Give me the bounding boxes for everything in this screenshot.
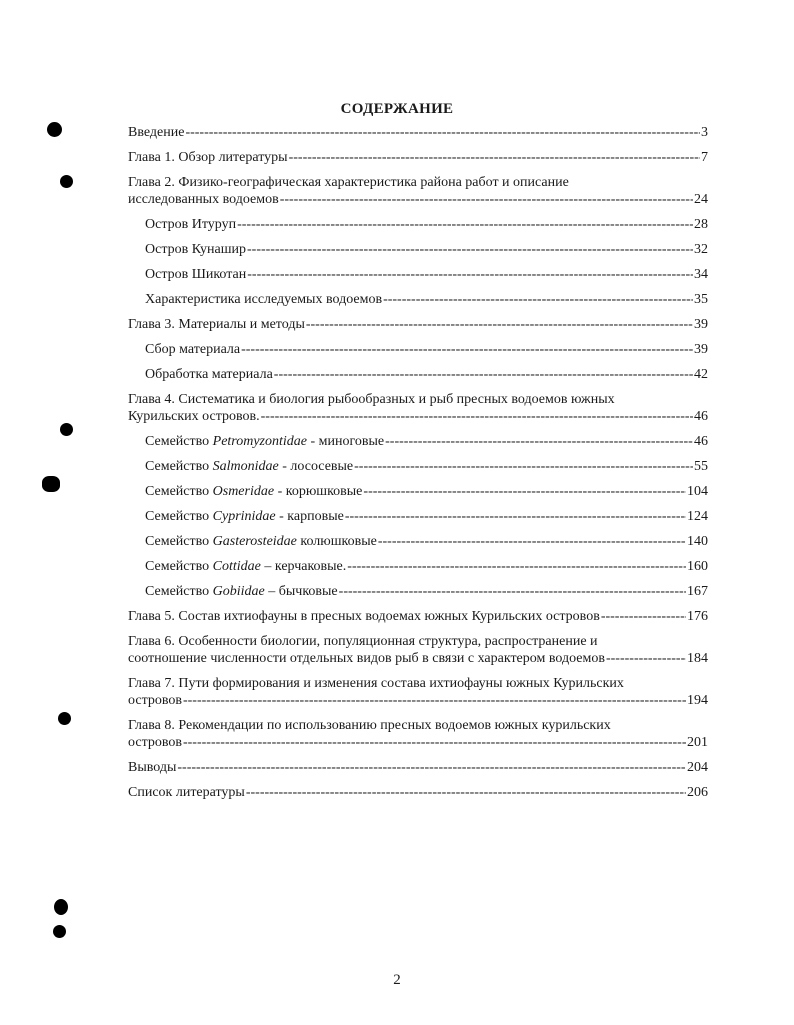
dot-leader	[345, 508, 686, 525]
punch-hole-mark	[54, 899, 68, 915]
toc-entry-title: Характеристика исследуемых водоемов	[145, 292, 383, 307]
toc-entry-gasterosteidae	[128, 533, 708, 550]
dot-leader	[183, 734, 686, 751]
toc-entry-kunashir	[128, 241, 708, 258]
family-prefix: Семейство	[145, 484, 210, 499]
toc-page-number: 46	[694, 409, 708, 424]
dot-leader	[247, 241, 693, 258]
toc-entry-title: Глава 3. Материалы и методы	[128, 317, 305, 332]
dot-leader	[185, 124, 700, 141]
punch-hole-mark	[58, 712, 71, 725]
toc-entry-title: Глава 1. Обзор литературы	[128, 150, 288, 165]
family-suffix: – керчаковые.	[260, 559, 347, 574]
toc-entry-salmonidae	[128, 458, 708, 475]
toc-entry-title: Курильских островов.	[128, 409, 260, 424]
family-latin-name: Cyprinidae	[212, 509, 276, 524]
dot-leader	[261, 408, 693, 425]
toc-entry-processing	[128, 366, 708, 383]
toc-entry-collection	[128, 341, 708, 358]
dot-leader	[289, 149, 700, 166]
toc-entry-references	[128, 784, 708, 801]
family-prefix: Семейство	[145, 584, 210, 599]
toc-entry-title-line1: Глава 8. Рекомендации по использованию пресных водоемов южных курильских	[128, 718, 611, 733]
toc-entry-title: Сбор материала	[145, 342, 241, 357]
toc-entry-title	[145, 483, 362, 500]
dot-leader	[280, 191, 693, 208]
toc-entry-water-bodies	[128, 291, 708, 308]
family-latin-name: Salmonidae	[212, 459, 279, 474]
family-prefix: Семейство	[145, 459, 210, 474]
family-latin-name: Gasterosteidae	[212, 534, 297, 549]
toc-entry-title: Выводы	[128, 760, 177, 775]
toc-entry-title	[145, 558, 346, 575]
dot-leader	[306, 316, 693, 333]
dot-leader	[363, 483, 686, 500]
toc-entry-title	[145, 583, 338, 600]
dot-leader	[247, 266, 693, 283]
dot-leader	[383, 291, 693, 308]
table-of-contents	[128, 124, 708, 809]
toc-page-number: 55	[694, 459, 708, 474]
family-latin-name: Cottidae	[212, 559, 261, 574]
toc-entry-title-line1: Глава 6. Особенности биологии, популяционная структура, распространение и	[128, 634, 598, 649]
toc-entry-title: Обработка материала	[145, 367, 273, 382]
toc-page-number: 46	[694, 434, 708, 449]
family-latin-name: Osmeridae	[212, 484, 275, 499]
toc-page-number: 39	[694, 317, 708, 332]
punch-hole-mark	[42, 476, 60, 492]
family-suffix: – бычковые	[264, 584, 338, 599]
toc-entry-title: островов	[128, 735, 182, 750]
toc-entry-cottidae	[128, 558, 708, 575]
toc-page-number: 206	[687, 785, 708, 800]
toc-page-number: 7	[701, 150, 708, 165]
dot-leader	[177, 759, 686, 776]
family-prefix: Семейство	[145, 534, 210, 549]
dot-leader	[601, 608, 686, 625]
toc-page-number: 34	[694, 267, 708, 282]
family-suffix: - карповые	[275, 509, 344, 524]
toc-entry-title	[145, 508, 344, 525]
toc-entry-title: исследованных водоемов	[128, 192, 279, 207]
punch-hole-mark	[60, 175, 73, 188]
toc-page-number: 194	[687, 693, 708, 708]
toc-page-number: 39	[694, 342, 708, 357]
dot-leader	[354, 458, 693, 475]
dot-leader	[274, 366, 693, 383]
toc-entry-chapter-1	[128, 149, 708, 166]
toc-entry-chapter-7	[128, 675, 708, 709]
toc-entry-title	[145, 533, 377, 550]
toc-page-number: 28	[694, 217, 708, 232]
family-latin-name: Gobiidae	[212, 584, 265, 599]
toc-page-number: 184	[687, 651, 708, 666]
toc-entry-iturup	[128, 216, 708, 233]
toc-entry-chapter-5	[128, 608, 708, 625]
toc-page-number: 32	[694, 242, 708, 257]
toc-page-number: 35	[694, 292, 708, 307]
toc-entry-title	[145, 433, 384, 450]
toc-page-number: 124	[687, 509, 708, 524]
toc-page-number: 201	[687, 735, 708, 750]
toc-page-number: 3	[701, 125, 708, 140]
dot-leader	[378, 533, 686, 550]
toc-entry-chapter-6	[128, 633, 708, 667]
family-suffix: - корюшковые	[274, 484, 363, 499]
toc-entry-title: Глава 5. Состав ихтиофауны в пресных водоемах южных Курильских островов	[128, 609, 600, 624]
dot-leader	[385, 433, 693, 450]
toc-entry-title-line1: Глава 7. Пути формирования и изменения состава ихтиофауны южных Курильских	[128, 676, 624, 691]
toc-page-number: 176	[687, 609, 708, 624]
dot-leader	[347, 558, 686, 575]
punch-hole-mark	[60, 423, 73, 436]
punch-hole-mark	[47, 122, 62, 137]
punch-hole-mark	[53, 925, 66, 938]
dot-leader	[241, 341, 693, 358]
page-number: 2	[393, 972, 401, 988]
toc-entry-shikotan	[128, 266, 708, 283]
family-suffix: - миноговые	[307, 434, 385, 449]
toc-entry-introduction	[128, 124, 708, 141]
family-prefix: Семейство	[145, 559, 210, 574]
toc-entry-title: Остров Шикотан	[145, 267, 247, 282]
toc-entry-chapter-3	[128, 316, 708, 333]
toc-entry-title-line1: Глава 2. Физико-географическая характеристика района работ и описание	[128, 175, 569, 190]
toc-entry-title	[145, 458, 353, 475]
toc-entry-title: Введение	[128, 125, 185, 140]
dot-leader	[606, 650, 686, 667]
page-title: СОДЕРЖАНИЕ	[340, 101, 454, 117]
toc-page-number: 204	[687, 760, 708, 775]
family-prefix: Семейство	[145, 509, 210, 524]
toc-page-number: 24	[694, 192, 708, 207]
toc-page-number: 160	[687, 559, 708, 574]
toc-entry-chapter-4	[128, 391, 708, 425]
toc-entry-petromyzontidae	[128, 433, 708, 450]
toc-entry-title: Остров Итуруп	[145, 217, 237, 232]
toc-entry-title: соотношение численности отдельных видов рыб в связи с характером водоемов	[128, 651, 605, 666]
dot-leader	[183, 692, 686, 709]
toc-page-number: 42	[694, 367, 708, 382]
dot-leader	[246, 784, 686, 801]
family-suffix: колюшковые	[296, 534, 377, 549]
dot-leader	[237, 216, 693, 233]
toc-entry-chapter-2	[128, 174, 708, 208]
dot-leader	[339, 583, 686, 600]
family-latin-name: Petromyzontidae	[212, 434, 307, 449]
toc-entry-gobiidae	[128, 583, 708, 600]
family-suffix: - лососевые	[278, 459, 354, 474]
toc-entry-title: Остров Кунашир	[145, 242, 246, 257]
toc-entry-cyprinidae	[128, 508, 708, 525]
toc-entry-chapter-8	[128, 717, 708, 751]
toc-page-number: 167	[687, 584, 708, 599]
toc-entry-osmeridae	[128, 483, 708, 500]
toc-entry-title: островов	[128, 693, 182, 708]
toc-page-number: 140	[687, 534, 708, 549]
family-prefix: Семейство	[145, 434, 210, 449]
toc-page-number: 104	[687, 484, 708, 499]
toc-entry-title-line1: Глава 4. Систематика и биология рыбообразных и рыб пресных водоемов южных	[128, 392, 615, 407]
toc-entry-title: Список литературы	[128, 785, 245, 800]
toc-entry-conclusions	[128, 759, 708, 776]
